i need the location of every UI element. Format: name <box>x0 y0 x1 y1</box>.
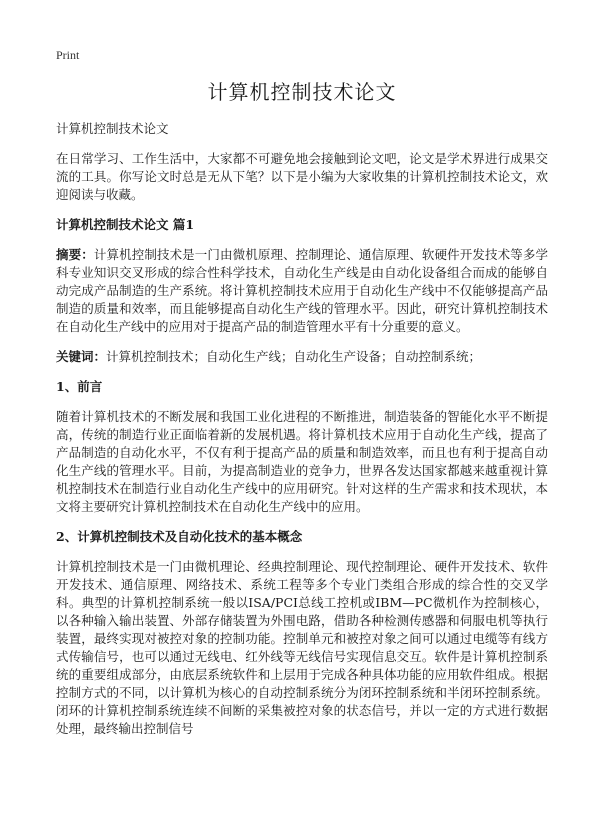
heading-introduction: 1、前言 <box>56 379 103 394</box>
heading-basic-concepts: 2、计算机控制技术及自动化技术的基本概念 <box>56 529 303 544</box>
document-body <box>56 78 548 738</box>
abstract-label: 摘要： <box>56 247 94 262</box>
concepts-paragraph: 计算机控制技术是一门由微机理论、经典控制理论、现代控制理论、硬件开发技术、软件开发技术、通信原理、网络技术、系统工程等多个专业门类组合形成的综合性的交叉学科。典型的计算机控制系统一般以ISA/PCI总线工控机或IBM—PC微机作为控制核心，以各种输入输出装置、外部存储装置为外围电路，借助各种检测传感器和伺服电机等执行装置，最终实现对被控对象的控制功能。控制单元和被控对象之间可以通过电缆等有线方式传输信号，也可以通过无线电、红外线等无线信号实现信息交互。软件是计算机控制系统的重要组成部分，由底层系统软件和上层用于完成各种具体功能的应用软件组成。根据控制方式的不同，以计算机为核心的自动控制系统分为闭环控制系统和半闭环控制系统。闭环的计算机控制系统连续不间断的采集被控对象的状态信号，并以一定的方式进行数据处理，最终输出控制信号 <box>56 559 548 736</box>
intro-paragraph: 在日常学习、工作生活中，大家都不可避免地会接触到论文吧，论文是学术界进行成果交流的工具。你写论文时总是无从下笔？以下是小编为大家收集的计算机控制技术论文，欢迎阅读与收藏。 <box>56 151 548 202</box>
abstract-paragraph <box>56 246 548 336</box>
keywords-text: 计算机控制技术；自动化生产线；自动化生产设备；自动控制系统； <box>106 349 482 364</box>
page-title: 计算机控制技术论文 <box>207 80 397 104</box>
print-link[interactable]: Print <box>56 48 80 62</box>
introduction-paragraph: 随着计算机技术的不断发展和我国工业化进程的不断推进，制造装备的智能化水平不断提高，传统的制造行业正面临着新的发展机遇。将计算机技术应用于自动化生产线，提高了产品制造的自动化水平，不仅有利于提高产品的质量和制造效率，而且也有利于提高自动化生产线的管理水平。目前，为提高制造业的竞争力，世界各发达国家都越来越重视计算机控制技术在制造行业自动化生产线中的应用研究。针对这样的生产需求和技术现状，本文将主要研究计算机控制技术在自动化生产线中的应用。 <box>56 409 548 514</box>
keywords-paragraph <box>56 348 548 366</box>
document-subtitle: 计算机控制技术论文 <box>56 121 169 136</box>
section-title: 计算机控制技术论文 篇1 <box>56 217 195 232</box>
abstract-text: 计算机控制技术是一门由微机原理、控制理论、通信原理、软硬件开发技术等多学科专业知识交叉形成的综合性科学技术，自动化生产线是由自动化设备组合而成的能够自动完成产品制造的生产系统。将计算机控制技术应用于自动化生产线中不仅能够提高产品制造的质量和效率，而且能够提高自动化生产线的管理水平。因此，研究计算机控制技术在自动化生产线中的应用对于提高产品的制造管理水平有十分重要的意义。 <box>56 247 548 334</box>
keywords-label: 关键词： <box>56 349 107 364</box>
